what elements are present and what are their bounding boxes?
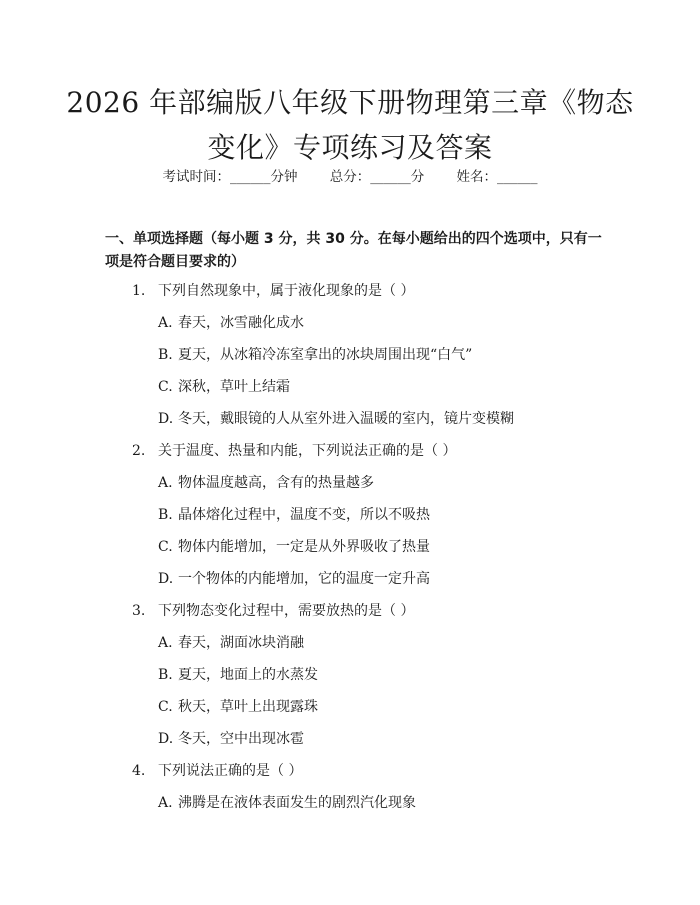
option xyxy=(158,537,430,557)
option-letter: B. xyxy=(158,347,173,363)
option xyxy=(158,313,304,333)
option-letter: C. xyxy=(158,699,173,715)
option-text: 夏天，从冰箱冷冻室拿出的冰块周围出现“白气” xyxy=(178,347,473,363)
option xyxy=(158,505,430,525)
option-text: 一个物体的内能增加，它的温度一定升高 xyxy=(178,571,430,587)
option-text: 沸腾是在液体表面发生的剧烈汽化现象 xyxy=(178,795,416,811)
option-text: 春天，冰雪融化成水 xyxy=(178,315,304,331)
option-letter: A. xyxy=(158,475,173,491)
exam-time-field: 考试时间：______分钟 xyxy=(162,169,298,185)
question-text: 下列自然现象中，属于液化现象的是（ ） xyxy=(158,283,415,299)
option-letter: C. xyxy=(158,539,173,555)
title-line-1: 2026 年部编版八年级下册物理第三章《物态 xyxy=(66,86,634,119)
question xyxy=(132,441,456,461)
option xyxy=(158,377,290,397)
question-number: 1. xyxy=(132,283,146,299)
option xyxy=(158,697,318,717)
question-text: 关于温度、热量和内能，下列说法正确的是（ ） xyxy=(158,443,457,459)
option xyxy=(158,569,430,589)
option-letter: C. xyxy=(158,379,173,395)
option-letter: A. xyxy=(158,315,173,331)
option-text: 深秋，草叶上结霜 xyxy=(178,379,290,395)
option-text: 冬天，戴眼镜的人从室外进入温暖的室内，镜片变模糊 xyxy=(178,411,514,427)
question xyxy=(132,601,414,621)
option-letter: D. xyxy=(158,731,174,747)
question-number: 2. xyxy=(132,443,146,459)
question-text: 下列说法正确的是（ ） xyxy=(158,763,303,779)
option-letter: D. xyxy=(158,411,174,427)
option xyxy=(158,409,514,429)
option-text: 春天，湖面冰块消融 xyxy=(178,635,304,651)
option xyxy=(158,633,304,653)
total-score-field: 总分：______分 xyxy=(329,169,425,185)
option-letter: A. xyxy=(158,795,173,811)
question-number: 3. xyxy=(132,603,146,619)
option-text: 晶体熔化过程中，温度不变，所以不吸热 xyxy=(178,507,430,523)
option xyxy=(158,473,374,493)
option-text: 秋天，草叶上出现露珠 xyxy=(178,699,318,715)
question xyxy=(132,761,302,781)
page-title xyxy=(60,80,640,170)
option-letter: D. xyxy=(158,571,174,587)
title-line-2: 变化》专项练习及答案 xyxy=(207,131,493,164)
question-number: 4. xyxy=(132,763,146,779)
name-field: 姓名：______ xyxy=(456,169,538,185)
question-text: 下列物态变化过程中，需要放热的是（ ） xyxy=(158,603,415,619)
option xyxy=(158,793,416,813)
question xyxy=(132,281,414,301)
option xyxy=(158,345,472,365)
exam-info xyxy=(0,167,700,187)
option-letter: B. xyxy=(158,667,173,683)
option-letter: B. xyxy=(158,507,173,523)
option-letter: A. xyxy=(158,635,173,651)
option-text: 冬天，空中出现冰雹 xyxy=(178,731,304,747)
option xyxy=(158,665,318,685)
option-text: 夏天，地面上的水蒸发 xyxy=(178,667,318,683)
section-heading: 一、单项选择题（每小题 3 分，共 30 分。在每小题给出的四个选项中，只有一项是符合题目要求的） xyxy=(105,231,602,270)
option-text: 物体内能增加，一定是从外界吸收了热量 xyxy=(178,539,430,555)
option xyxy=(158,729,304,749)
option-text: 物体温度越高，含有的热量越多 xyxy=(178,475,374,491)
